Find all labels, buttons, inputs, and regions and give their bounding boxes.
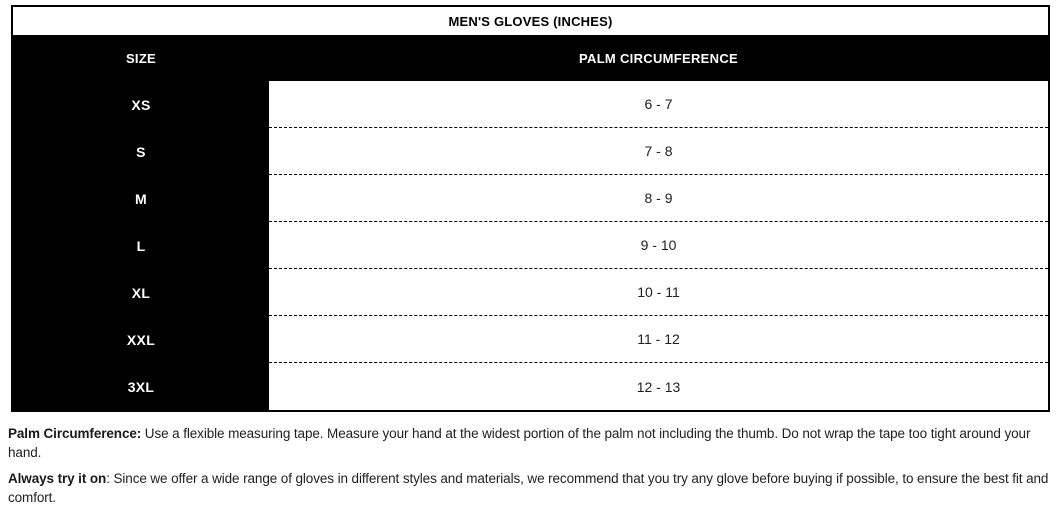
size-cell: XL (13, 269, 269, 316)
note-palm-circumference (8, 424, 1052, 462)
size-cell: S (13, 128, 269, 175)
table-header-row (13, 35, 1048, 81)
palm-circumference-cell: 6 - 7 (269, 81, 1048, 128)
table-row (13, 222, 1048, 269)
size-cell: XXL (13, 316, 269, 363)
size-cell: 3XL (13, 363, 269, 410)
palm-circumference-cell: 8 - 9 (269, 175, 1048, 222)
palm-circumference-cell: 9 - 10 (269, 222, 1048, 269)
size-cell: L (13, 222, 269, 269)
column-header-size: SIZE (125, 50, 157, 66)
table-row (13, 269, 1048, 316)
palm-circumference-cell: 7 - 8 (269, 128, 1048, 175)
column-header-palm-circumference: PALM CIRCUMFERENCE (579, 50, 738, 66)
note-label: Palm Circumference: (8, 426, 142, 441)
sizing-notes (8, 424, 1052, 514)
table-row (13, 128, 1048, 175)
table-row (13, 81, 1048, 128)
note-always-try-it-on (8, 469, 1052, 507)
note-label: Always try it on (8, 471, 107, 486)
size-cell: XS (13, 81, 269, 128)
note-text: : Since we offer a wide range of gloves in different styles and materials, we recommend that you try any glove before buying if possible, to ensure the best fit and comfort. (8, 471, 1049, 505)
note-text: Use a flexible measuring tape. Measure your hand at the widest portion of the palm not including the thumb. Do not wrap the tape too tight around your hand. (8, 426, 1031, 460)
chart-title: MEN'S GLOVES (INCHES) (13, 7, 1048, 35)
size-chart-table (11, 5, 1050, 412)
table-rows (13, 81, 1048, 410)
size-cell: M (13, 175, 269, 222)
table-row (13, 316, 1048, 363)
palm-circumference-cell: 11 - 12 (269, 316, 1048, 363)
palm-circumference-cell: 12 - 13 (269, 363, 1048, 410)
table-row (13, 363, 1048, 410)
palm-circumference-cell: 10 - 11 (269, 269, 1048, 316)
table-row (13, 175, 1048, 222)
